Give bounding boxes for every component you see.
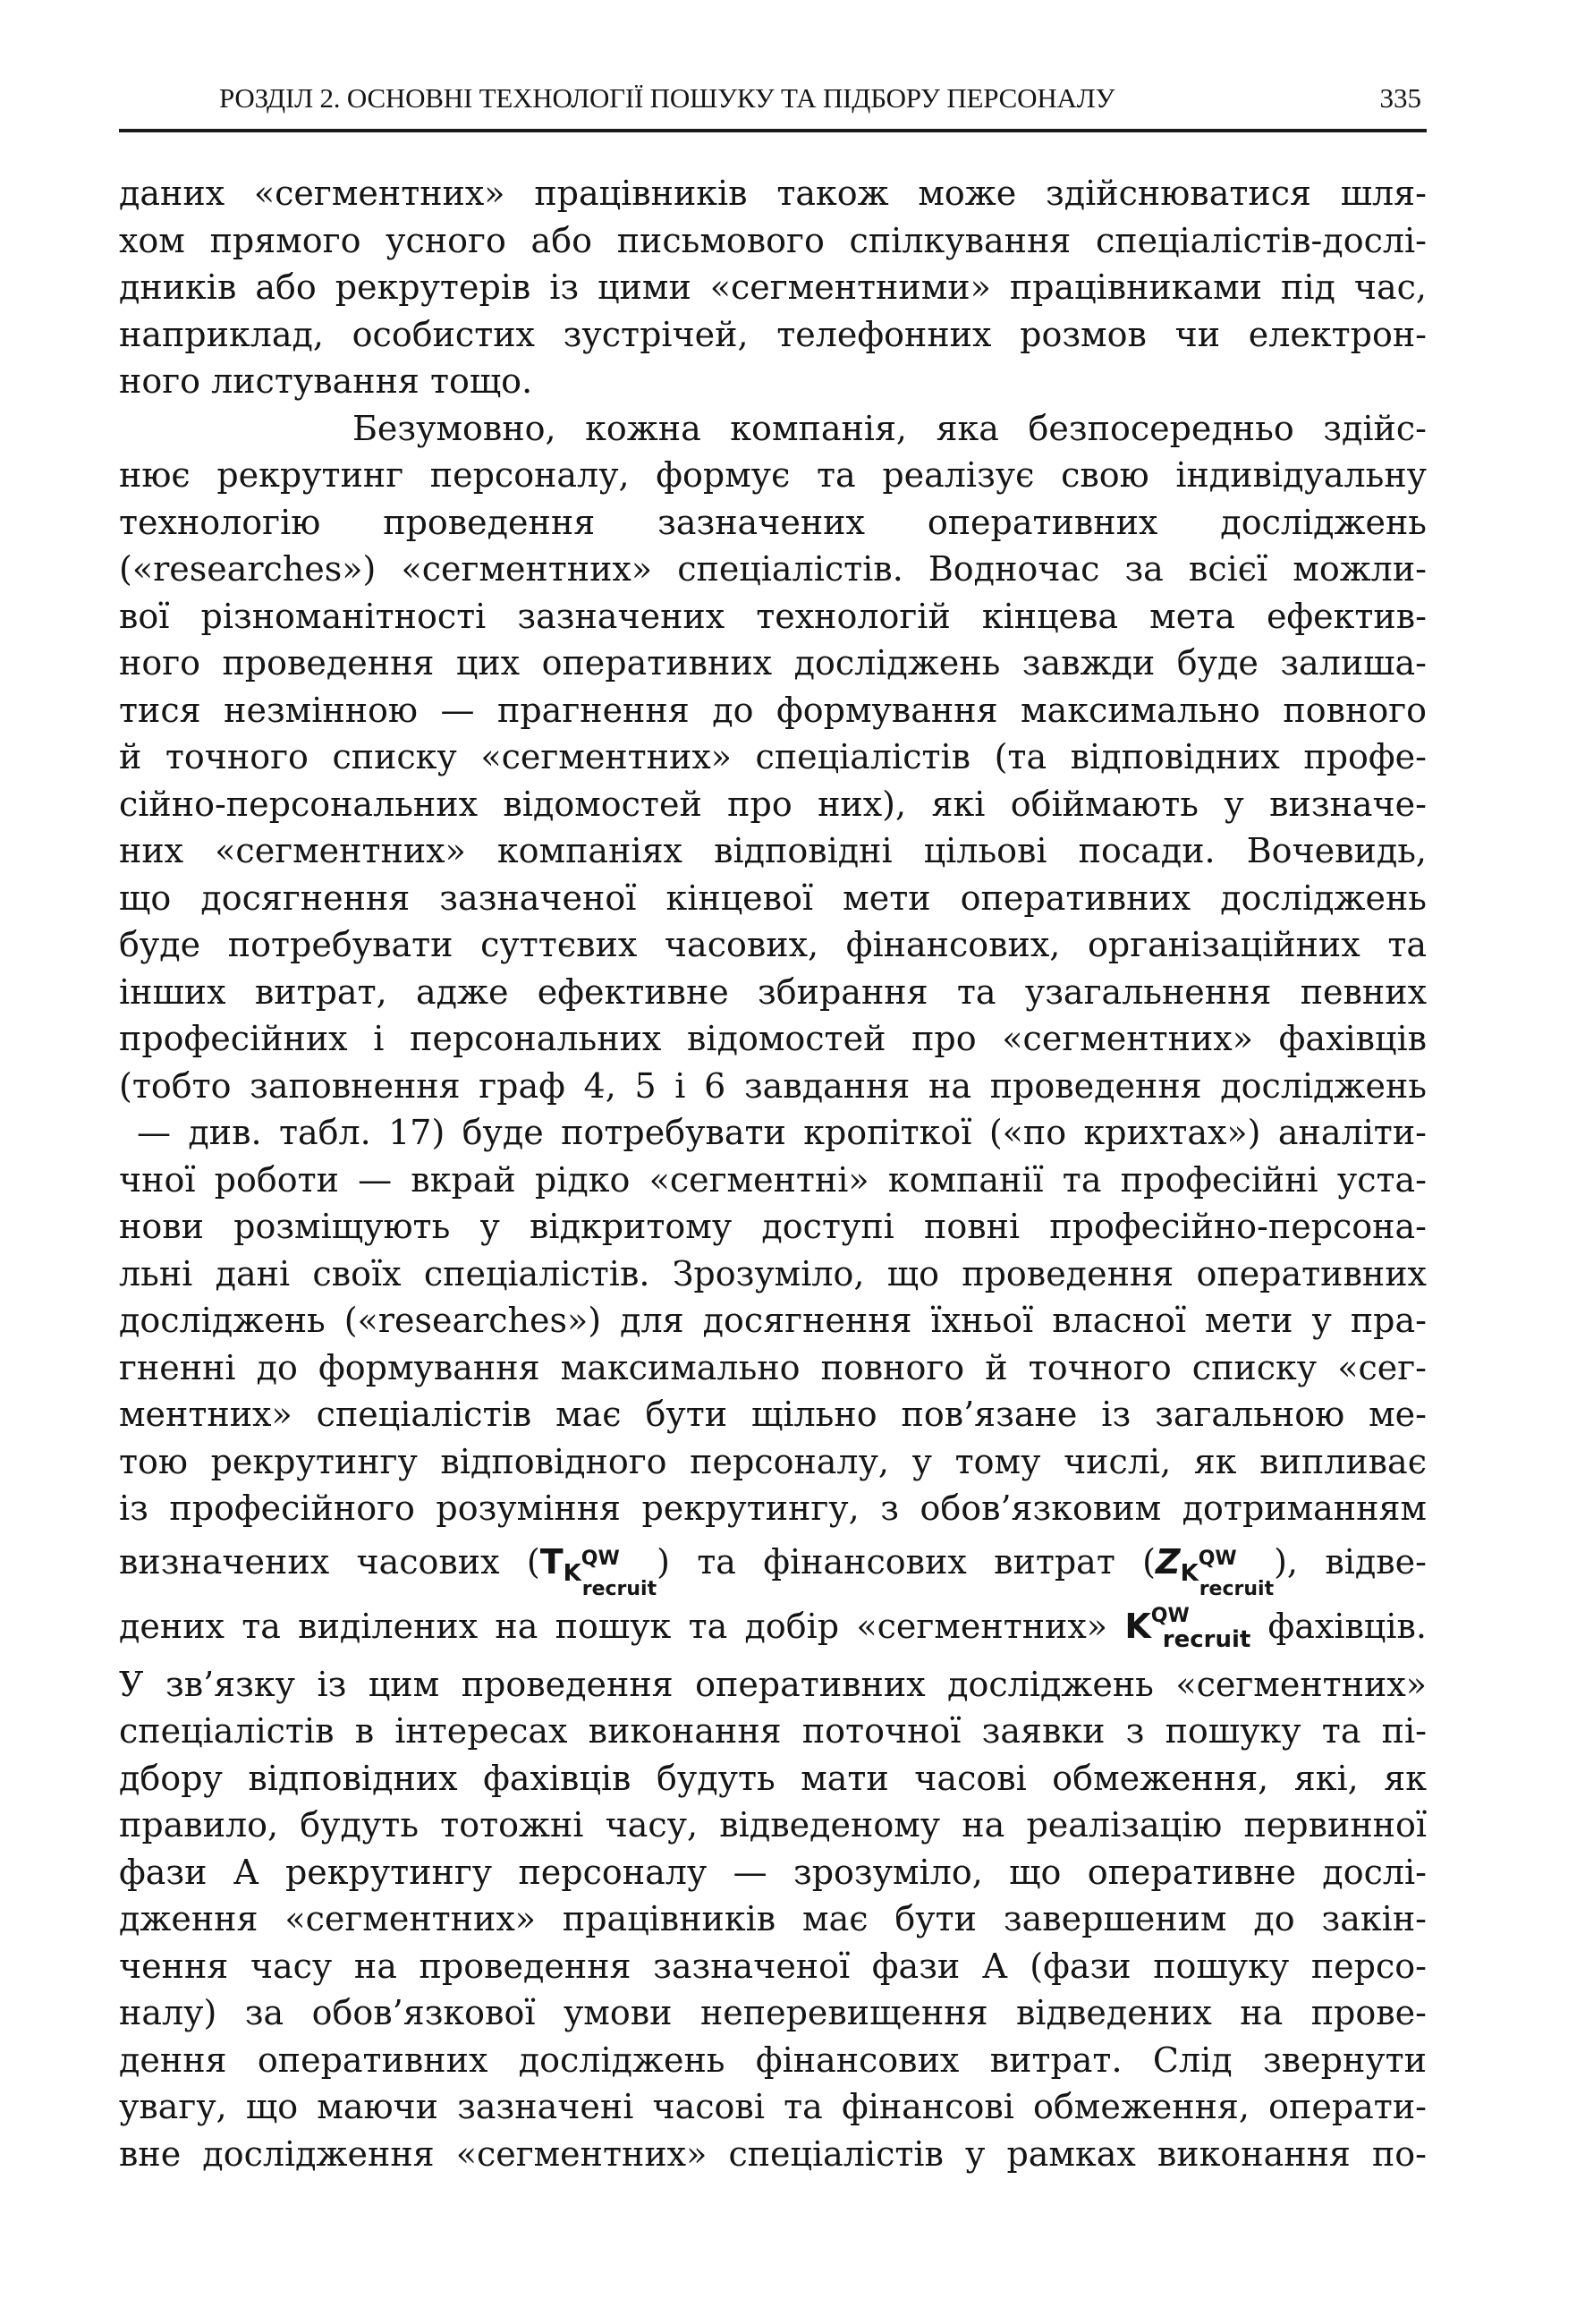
text-fragment: визначених часових ( <box>119 1541 540 1582</box>
text-line-with-formulas <box>119 1597 1427 1661</box>
text-line: нює рекрутинг персоналу, формує та реалізує свою індивідуальну <box>119 455 1427 495</box>
text-line: чної роботи — вкрай рідко «сегментні» компанії та професійні уста- <box>119 1159 1427 1200</box>
text-line: фази А рекрутингу персоналу — зрозуміло, що оперативне дослі- <box>119 1852 1427 1892</box>
paragraph-first-line: Безумовно, кожна компанія, яка безпосередньо здійс- <box>352 408 1427 448</box>
formula-superscript: QW <box>1150 1604 1190 1627</box>
text-line: професійних і персональних відомостей про «сегментних» фахівців <box>119 1019 1427 1058</box>
formula-subscript: recruit <box>581 1577 657 1600</box>
text-line: що досягнення зазначеної кінцевої мети оперативних досліджень <box>119 878 1427 918</box>
running-title: РОЗДІЛ 2. ОСНОВНІ ТЕХНОЛОГІЇ ПОШУКУ ТА ПІДБОРУ ПЕРСОНАЛУ <box>219 82 1115 114</box>
text-line-with-formulas <box>119 1532 1427 1600</box>
text-line: ного проведення цих оперативних досліджень завжди буде залиша- <box>119 643 1427 683</box>
text-line: (тобто заповнення граф 4, 5 і 6 завдання на проведення досліджень <box>119 1065 1427 1106</box>
page-number: 335 <box>1379 82 1421 114</box>
text-line: вне дослідження «сегментних» спеціалістів у рамках виконання по- <box>119 2133 1427 2174</box>
formula-subscript: recruit <box>1199 1577 1275 1600</box>
formula-symbol: K <box>1124 1606 1151 1646</box>
text-line: технологію проведення зазначених оперативних досліджень <box>119 502 1427 542</box>
text-line: налу) за обов’язкової умови неперевищення відведених на прове- <box>119 1993 1427 2032</box>
text-line: наприклад, особистих зустрічей, телефонних розмов чи електрон- <box>119 314 1427 354</box>
formula-subscript: K <box>1180 1559 1199 1587</box>
text-line: — див. табл. 17) буде потребувати кропіткої («по крихтах») аналіти- <box>137 1113 1427 1152</box>
running-header <box>119 79 1427 132</box>
text-line: дження «сегментних» працівників має бути завершеним до закін- <box>119 1899 1427 1938</box>
formula-symbol: Z <box>1156 1541 1181 1582</box>
text-line: хом прямого усного або письмового спілкування спеціалістів-дослі- <box>119 220 1427 260</box>
text-fragment: ), відве- <box>1274 1541 1427 1582</box>
text-line: ментних» спеціалістів має бути щільно пов’язане із загальною ме- <box>119 1395 1427 1434</box>
text-line: вої різноманітності зазначених технологій кінцева мета ефектив- <box>119 596 1427 636</box>
text-line: гненні до формування максимально повного й точного списку «сег- <box>119 1347 1427 1387</box>
text-line: із професійного розуміння рекрутингу, з обов’язковим дотриманням <box>119 1489 1427 1528</box>
segment-specialists-formula <box>1124 1597 1250 1662</box>
time-cost-formula <box>540 1532 657 1598</box>
text-fragment: дених та виділених на пошук та добір «сегментних» <box>119 1606 1125 1646</box>
text-fragment: фахівців. <box>1250 1606 1427 1646</box>
text-line: дення оперативних досліджень фінансових витрат. Слід звернути <box>119 2040 1427 2080</box>
text-line: У зв’язку із цим проведення оперативних досліджень «сегментних» <box>119 1664 1427 1704</box>
formula-superscript: QW <box>581 1547 620 1570</box>
formula-superscript: QW <box>1198 1547 1237 1570</box>
text-line: них «сегментних» компаніях відповідні цільові посади. Вочевидь, <box>119 831 1427 870</box>
text-line: чення часу на проведення зазначеної фази А (фази пошуку персо- <box>119 1946 1427 1986</box>
text-line: спеціалістів в інтересах виконання поточної заявки з пошуку та пі- <box>119 1711 1427 1751</box>
text-line: сійно-персональних відомостей про них), які обіймають у визначе- <box>119 784 1427 824</box>
text-line: дників або рекрутерів із цими «сегментними» працівниками під час, <box>119 267 1427 307</box>
text-line: тою рекрутингу відповідного персоналу, у тому числі, як випливає <box>119 1441 1427 1481</box>
text-line: нови розміщують у відкритому доступі повні професійно-персона- <box>119 1207 1427 1246</box>
text-line: даних «сегментних» працівників також може здійснюватися шля- <box>119 174 1427 213</box>
text-line: тися незмінною — прагнення до формування максимально повного <box>119 690 1427 730</box>
formula-subscript: recruit <box>1162 1625 1251 1653</box>
text-line: досліджень («researches») для досягнення їхньої власної мети у пра- <box>119 1301 1427 1340</box>
text-line: й точного списку «сегментних» спеціалістів (та відповідних профе- <box>119 737 1427 776</box>
text-line: правило, будуть тотожні часу, відведеному на реалізацію первинної <box>119 1805 1427 1845</box>
text-line: льні дані своїх спеціалістів. Зрозуміло, що проведення оперативних <box>119 1253 1427 1293</box>
text-line: буде потребувати суттєвих часових, фінансових, організаційних та <box>119 925 1427 964</box>
formula-symbol: T <box>539 1541 564 1582</box>
body-text <box>119 170 1427 2177</box>
text-line: увагу, що маючи зазначені часові та фінансові обмеження, операти- <box>119 2087 1427 2126</box>
financial-cost-formula <box>1156 1532 1274 1598</box>
formula-subscript: K <box>563 1559 581 1587</box>
text-fragment: ) та фінансових витрат ( <box>657 1541 1157 1582</box>
text-line: дбору відповідних фахівців будуть мати часові обмеження, які, як <box>119 1758 1427 1798</box>
text-line: інших витрат, адже ефективне збирання та узагальнення певних <box>119 971 1427 1012</box>
text-line: («researches») «сегментних» спеціалістів. Водночас за всієї можли- <box>119 549 1427 589</box>
text-line: ного листування тощо. <box>119 361 533 401</box>
